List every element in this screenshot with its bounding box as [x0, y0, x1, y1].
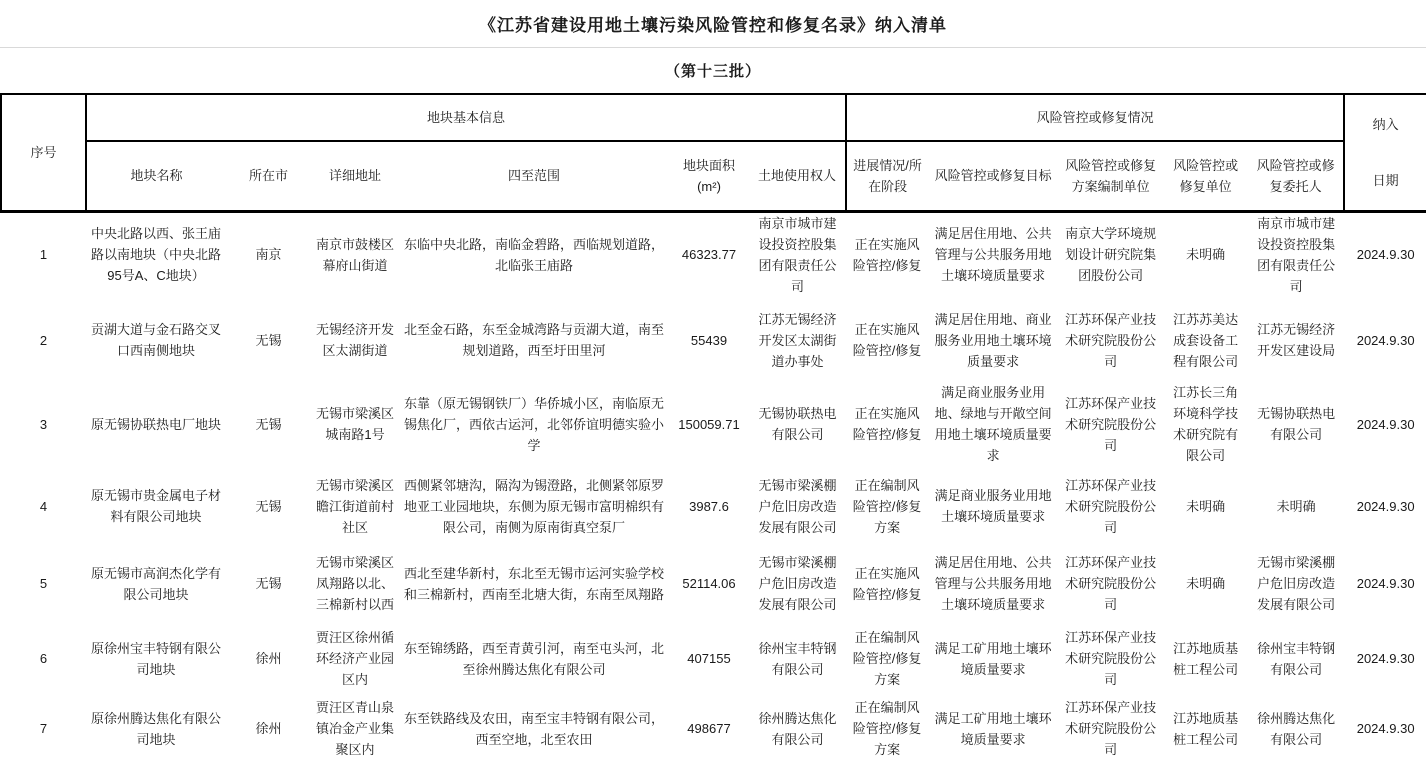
cell-text: 满足工矿用地土壤环境质量要求 — [934, 640, 1052, 677]
cell-text: 46323.77 — [681, 247, 737, 263]
cell-date — [1344, 697, 1426, 760]
cell-text: 原无锡协联热电厂地块 — [91, 416, 221, 432]
cell-plan-unit — [1058, 465, 1163, 547]
cell-repair-unit — [1163, 211, 1248, 297]
header-group-risk-status: 风险管控或修复情况 — [846, 94, 1344, 141]
cell-text: 江苏无锡经济开发区建设局 — [1257, 322, 1336, 358]
cell-area — [669, 211, 749, 297]
cell-address — [311, 383, 399, 465]
cell-address — [311, 297, 399, 383]
cell-text: 南京市城市建设投资控股集团有限责任公司 — [758, 215, 837, 294]
cell-text: 徐州腾达焦化有限公司 — [1257, 710, 1336, 747]
cell-target — [928, 211, 1058, 297]
cell-text: 徐州宝丰特钢有限公司 — [1257, 640, 1336, 677]
cell-city — [226, 297, 311, 383]
cell-address — [311, 697, 399, 760]
included-date-line2: 日期 — [1372, 172, 1399, 188]
cell-land-user — [749, 465, 846, 547]
cell-text: 无锡市梁溪区城南路1号 — [316, 406, 394, 442]
cell-city — [226, 383, 311, 465]
cell-boundary — [399, 211, 669, 297]
cell-text: 未明确 — [1186, 576, 1226, 591]
cell-target — [928, 383, 1058, 465]
cell-target — [928, 620, 1058, 697]
cell-text: 7 — [39, 721, 48, 736]
cell-text: 2024.9.30 — [1356, 498, 1415, 514]
cell-client — [1248, 383, 1344, 465]
cell-text: 江苏环保产业技术研究院股份公司 — [1065, 630, 1157, 687]
cell-boundary — [399, 620, 669, 697]
cell-client — [1248, 697, 1344, 760]
cell-text: 江苏苏美达成套设备工程有限公司 — [1173, 311, 1239, 369]
cell-text: 55439 — [690, 332, 728, 348]
cell-land-user — [749, 297, 846, 383]
cell-progress — [846, 383, 928, 465]
cell-text: 满足商业服务业用地土壤环境质量要求 — [934, 488, 1052, 524]
cell-plan-unit — [1058, 383, 1163, 465]
cell-city — [226, 697, 311, 760]
cell-text: 满足居住用地、公共管理与公共服务用地土壤环境质量要求 — [934, 226, 1052, 284]
cell-seq — [1, 383, 86, 465]
cell-client — [1248, 211, 1344, 297]
cell-plan-unit — [1058, 697, 1163, 760]
cell-plan-unit — [1058, 620, 1163, 697]
cell-area — [669, 297, 749, 383]
cell-plan-unit — [1058, 211, 1163, 297]
cell-area — [669, 547, 749, 620]
cell-land-user — [749, 211, 846, 297]
cell-area — [669, 465, 749, 547]
header-progress: 进展情况/所在阶段 — [846, 141, 928, 211]
cell-client — [1248, 547, 1344, 620]
cell-text: 未明确 — [1276, 498, 1316, 514]
cell-text: 贾汪区青山泉镇冶金产业集聚区内 — [316, 700, 394, 757]
cell-date — [1344, 211, 1426, 297]
cell-name — [86, 383, 226, 465]
cell-text: 原徐州腾达焦化有限公司地块 — [91, 710, 221, 747]
cell-text: 满足居住用地、商业服务业用地土壤环境质量要求 — [934, 311, 1052, 369]
cell-date — [1344, 620, 1426, 697]
cell-text: 徐州 — [255, 651, 282, 666]
cell-text: 东至铁路线及农田，南至宝丰特钢有限公司，西至空地，北至农田 — [404, 710, 664, 747]
cell-address — [311, 465, 399, 547]
cell-text: 52114.06 — [682, 576, 736, 591]
cell-boundary — [399, 465, 669, 547]
cell-text: 未明确 — [1186, 247, 1226, 263]
cell-date — [1344, 547, 1426, 620]
header-city: 所在市 — [226, 141, 311, 211]
cell-boundary — [399, 297, 669, 383]
cell-text: 正在编制风险管控/修复方案 — [852, 477, 922, 535]
cell-text: 原无锡市高润杰化学有限公司地块 — [91, 565, 221, 602]
cell-text: 2024.9.30 — [1356, 332, 1415, 348]
cell-text: 徐州宝丰特钢有限公司 — [758, 640, 837, 677]
cell-text: 徐州 — [255, 721, 282, 736]
table-row — [1, 297, 1426, 383]
cell-text: 正在实施风险管控/修复 — [852, 406, 922, 442]
cell-text: 江苏长三角环境科学技术研究院有限公司 — [1173, 385, 1239, 463]
cell-area — [669, 620, 749, 697]
cell-progress — [846, 547, 928, 620]
cell-text: 江苏环保产业技术研究院股份公司 — [1065, 311, 1157, 369]
cell-text: 无锡 — [255, 498, 282, 514]
cell-target — [928, 547, 1058, 620]
subtitle-bar — [0, 48, 1426, 93]
cell-text: 2024.9.30 — [1356, 576, 1415, 591]
cell-text: 无锡市梁溪棚户危旧房改造发展有限公司 — [758, 477, 837, 535]
cell-boundary — [399, 547, 669, 620]
table-row — [1, 211, 1426, 297]
header-area-line1: 地块面积 — [682, 157, 735, 173]
cell-text: 无锡 — [255, 416, 282, 432]
cell-repair-unit — [1163, 297, 1248, 383]
cell-text: 2024.9.30 — [1356, 416, 1415, 432]
cell-text: 贡湖大道与金石路交叉口西南侧地块 — [91, 322, 221, 358]
header-repair-unit: 风险管控或修复单位 — [1163, 141, 1248, 211]
cell-seq — [1, 211, 86, 297]
header-area-line2: (m²) — [697, 178, 721, 194]
cell-text: 江苏无锡经济开发区太湖街道办事处 — [758, 311, 837, 369]
cell-text: 贾汪区徐州循环经济产业园区内 — [316, 630, 394, 687]
cell-city — [226, 465, 311, 547]
cell-text: 2024.9.30 — [1356, 721, 1415, 736]
cell-text: 2024.9.30 — [1356, 651, 1415, 666]
cell-progress — [846, 465, 928, 547]
cell-text: 东靠（原无锡钢铁厂）华侨城小区，南临原无锡焦化厂，西依古运河，北邻侨谊明德实验小学 — [404, 395, 664, 453]
cell-repair-unit — [1163, 547, 1248, 620]
cell-name — [86, 697, 226, 760]
cell-boundary — [399, 697, 669, 760]
cell-text: 3 — [39, 416, 48, 432]
cell-text: 南京 — [255, 247, 282, 263]
cell-seq — [1, 620, 86, 697]
cell-city — [226, 211, 311, 297]
cell-text: 江苏环保产业技术研究院股份公司 — [1065, 477, 1157, 535]
cell-text: 南京市鼓楼区幕府山街道 — [316, 236, 394, 273]
cell-text: 西北至建华新村，东北至无锡市运河实验学校和三棉新村，西南至北塘大街，东南至凤翔路 — [404, 565, 664, 602]
page-subtitle: （第十三批） — [664, 63, 761, 80]
header-group-basic-info: 地块基本信息 — [86, 94, 846, 141]
cell-text: 江苏地质基桩工程公司 — [1173, 640, 1239, 677]
cell-text: 无锡协联热电有限公司 — [758, 406, 837, 442]
cell-text: 满足工矿用地土壤环境质量要求 — [934, 710, 1052, 747]
cell-text: 原徐州宝丰特钢有限公司地块 — [91, 640, 221, 677]
cell-text: 江苏地质基桩工程公司 — [1173, 710, 1239, 747]
cell-land-user — [749, 547, 846, 620]
header-included-date — [1344, 94, 1426, 211]
cell-text: 无锡市梁溪区瞻江街道前村社区 — [316, 477, 394, 535]
cell-land-user — [749, 697, 846, 760]
cell-text: 江苏环保产业技术研究院股份公司 — [1065, 395, 1157, 453]
header-group-row — [1, 94, 1426, 141]
cell-repair-unit — [1163, 465, 1248, 547]
cell-repair-unit — [1163, 383, 1248, 465]
cell-seq — [1, 547, 86, 620]
header-land-user: 土地使用权人 — [749, 141, 846, 211]
cell-client — [1248, 620, 1344, 697]
cell-seq — [1, 297, 86, 383]
cell-text: 正在编制风险管控/修复方案 — [852, 630, 922, 687]
cell-date — [1344, 383, 1426, 465]
cell-text: 4 — [39, 498, 48, 514]
cell-seq — [1, 465, 86, 547]
cell-text: 2 — [39, 332, 48, 348]
table-body — [1, 211, 1426, 760]
table-row — [1, 620, 1426, 697]
cell-text: 无锡 — [255, 332, 282, 348]
cell-text: 南京市城市建设投资控股集团有限责任公司 — [1257, 215, 1336, 294]
cell-text: 正在实施风险管控/修复 — [852, 565, 922, 602]
cell-text: 正在编制风险管控/修复方案 — [852, 700, 922, 757]
header-boundary: 四至范围 — [399, 141, 669, 211]
cell-text: 徐州腾达焦化有限公司 — [758, 710, 837, 747]
cell-seq — [1, 697, 86, 760]
header-target: 风险管控或修复目标 — [928, 141, 1058, 211]
table-row — [1, 547, 1426, 620]
cell-client — [1248, 297, 1344, 383]
cell-text: 无锡市梁溪棚户危旧房改造发展有限公司 — [758, 555, 837, 612]
cell-text: 无锡协联热电有限公司 — [1257, 406, 1336, 442]
cell-address — [311, 547, 399, 620]
header-client: 风险管控或修复委托人 — [1248, 141, 1344, 211]
table-row — [1, 697, 1426, 760]
cell-name — [86, 547, 226, 620]
cell-area — [669, 383, 749, 465]
included-date-label — [1349, 96, 1422, 208]
inclusion-list-table — [0, 93, 1426, 760]
cell-text: 150059.71 — [678, 416, 740, 432]
cell-text: 南京大学环境规划设计研究院集团股份公司 — [1065, 226, 1157, 284]
cell-text: 东至锦绣路，西至青黄引河，南至屯头河，北至徐州腾达焦化有限公司 — [404, 640, 664, 677]
cell-text: 498677 — [687, 721, 731, 736]
cell-progress — [846, 297, 928, 383]
cell-text: 无锡经济开发区太湖街道 — [316, 322, 394, 358]
cell-plan-unit — [1058, 547, 1163, 620]
cell-boundary — [399, 383, 669, 465]
cell-name — [86, 211, 226, 297]
cell-repair-unit — [1163, 697, 1248, 760]
cell-text: 未明确 — [1186, 498, 1226, 514]
cell-progress — [846, 211, 928, 297]
included-date-line1: 纳入 — [1372, 116, 1399, 132]
cell-text: 正在实施风险管控/修复 — [852, 236, 922, 273]
title-bar — [0, 0, 1426, 48]
cell-text: 无锡 — [255, 576, 282, 591]
cell-name — [86, 620, 226, 697]
cell-name — [86, 465, 226, 547]
cell-text: 北至金石路，东至金城湾路与贡湖大道，南至规划道路，西至圩田里河 — [404, 322, 664, 358]
cell-target — [928, 465, 1058, 547]
table-row — [1, 465, 1426, 547]
cell-text: 东临中央北路，南临金碧路，西临规划道路，北临张王庙路 — [404, 236, 664, 273]
header-area — [669, 141, 749, 211]
cell-text: 江苏环保产业技术研究院股份公司 — [1065, 700, 1157, 757]
cell-text: 无锡市梁溪区凤翔路以北、三棉新村以西 — [316, 555, 394, 612]
header-plot-name: 地块名称 — [86, 141, 226, 211]
cell-text: 中央北路以西、张王庙路以南地块（中央北路95号A、C地块） — [91, 226, 221, 284]
cell-text: 6 — [39, 651, 48, 666]
cell-text: 原无锡市贵金属电子材料有限公司地块 — [91, 488, 221, 524]
header-address: 详细地址 — [311, 141, 399, 211]
cell-target — [928, 697, 1058, 760]
cell-plan-unit — [1058, 297, 1163, 383]
cell-date — [1344, 297, 1426, 383]
cell-address — [311, 620, 399, 697]
page-title: 《江苏省建设用地土壤污染风险管控和修复名录》纳入清单 — [479, 16, 947, 35]
cell-text: 满足商业服务业用地、绿地与开敞空间用地土壤环境质量要求 — [934, 385, 1052, 463]
cell-area — [669, 697, 749, 760]
cell-client — [1248, 465, 1344, 547]
cell-city — [226, 547, 311, 620]
header-sub-row — [1, 141, 1426, 211]
cell-progress — [846, 697, 928, 760]
cell-text: 1 — [39, 247, 48, 263]
header-plan-unit: 风险管控或修复方案编制单位 — [1058, 141, 1163, 211]
cell-city — [226, 620, 311, 697]
cell-land-user — [749, 620, 846, 697]
table-row — [1, 383, 1426, 465]
cell-text: 无锡市梁溪棚户危旧房改造发展有限公司 — [1257, 555, 1336, 612]
cell-address — [311, 211, 399, 297]
cell-text: 江苏环保产业技术研究院股份公司 — [1065, 555, 1157, 612]
cell-text: 5 — [39, 576, 48, 591]
cell-target — [928, 297, 1058, 383]
table-header — [1, 94, 1426, 211]
cell-repair-unit — [1163, 620, 1248, 697]
cell-land-user — [749, 383, 846, 465]
cell-date — [1344, 465, 1426, 547]
cell-name — [86, 297, 226, 383]
cell-text: 西侧紧邻塘沟，隔沟为锡澄路，北侧紧邻原罗地亚工业园地块，东侧为原无锡市富明棉织有限公司，南侧为原南街真空泵厂 — [404, 477, 664, 535]
cell-text: 2024.9.30 — [1356, 247, 1415, 263]
cell-text: 正在实施风险管控/修复 — [852, 322, 922, 358]
cell-progress — [846, 620, 928, 697]
cell-text: 407155 — [687, 651, 731, 666]
cell-text: 3987.6 — [689, 498, 729, 514]
header-seq: 序号 — [1, 94, 86, 211]
cell-text: 满足居住用地、公共管理与公共服务用地土壤环境质量要求 — [934, 555, 1052, 612]
